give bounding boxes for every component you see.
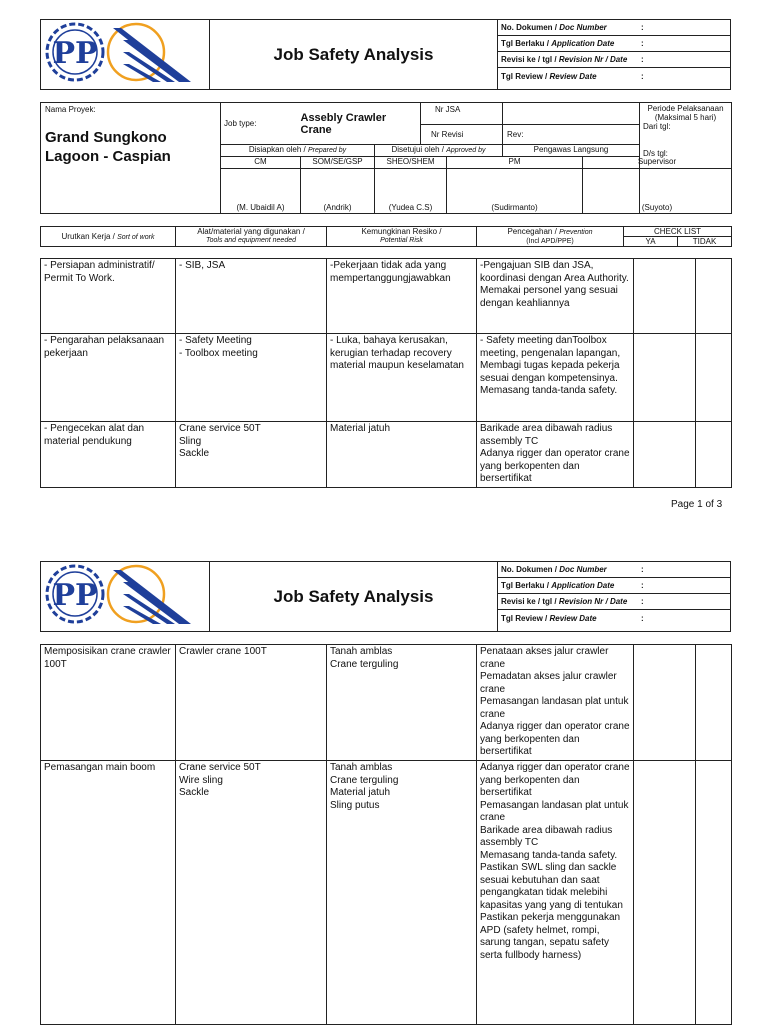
check-ya-cell[interactable] (634, 645, 696, 761)
column-tools: Alat/material yang digunakan / Tools and equipment needed (176, 227, 327, 247)
column-header (40, 226, 731, 246)
signature-som: SOM/SE/GSP (Andrik) (301, 157, 375, 214)
document-title: Job Safety Analysis (210, 20, 498, 90)
nr-revisi-label: Nr Revisi (421, 125, 503, 145)
meta-application-date: Tgl Berlaku / Application Date : (498, 578, 730, 594)
risk-cell: Tanah amblas Crane terguling Material jatuh Sling putus (327, 761, 477, 1025)
nr-jsa-value (503, 103, 640, 125)
check-tidak-cell[interactable] (696, 334, 732, 422)
rev-label: Rev: (503, 125, 640, 145)
meta-doc-number: No. Dokumen / Doc Number : (498, 20, 730, 36)
risk-cell: Tanah amblas Crane terguling (327, 645, 477, 761)
step-cell: - Persiapan administratif/ Permit To Work. (41, 259, 176, 334)
meta-review-date: Tgl Review / Review Date : (501, 71, 644, 81)
check-ya-cell[interactable] (634, 259, 696, 334)
nr-jsa-label: Nr JSA (421, 103, 503, 125)
document-meta (498, 562, 731, 632)
check-ya-cell[interactable] (634, 761, 696, 1025)
table-row (41, 761, 732, 1025)
signature-cm: CM (M. Ubaidil A) (221, 157, 301, 214)
step-cell: Memposisikan crane crawler 100T (41, 645, 176, 761)
jsa-table-page1 (40, 258, 731, 488)
page-number: Page 1 of 3 (671, 499, 723, 510)
risk-cell: Material jatuh (327, 422, 477, 488)
signature-pm: PM (Sudirmanto) (447, 157, 583, 214)
tools-cell: Crawler crane 100T (176, 645, 327, 761)
pp-logo-icon (41, 562, 209, 626)
column-tidak: TIDAK (678, 237, 732, 247)
column-checklist: CHECK LIST (624, 227, 732, 237)
job-type-label: Job type: (221, 103, 301, 145)
risk-cell: -Pekerjaan tidak ada yang mempertanggungjawabkan (327, 259, 477, 334)
company-logo (41, 20, 210, 90)
table-row (41, 259, 732, 334)
svg-text:PP: PP (52, 578, 98, 613)
meta-application-date: Tgl Berlaku / Application Date : (498, 36, 730, 52)
svg-text:PP: PP (52, 36, 98, 71)
tools-cell: - SIB, JSA (176, 259, 327, 334)
check-tidak-cell[interactable] (696, 422, 732, 488)
prevention-cell: Barikade area dibawah radius assembly TC Adanya rigger dan operator crane yang berkopenten dan bersertifikat (477, 422, 634, 488)
check-ya-cell[interactable] (634, 422, 696, 488)
column-risk: Kemungkinan Resiko / Potential Risk (327, 227, 477, 247)
prevention-cell: Penataan akses jalur crawler crane Pemadatan akses jalur crawler crane Pemasangan landasan plat untuk crane Adanya rigger dan operator crane yang berkopenten dan bersertifikat (477, 645, 634, 761)
table-row (41, 334, 732, 422)
step-cell: - Pengecekan alat dan material pendukung (41, 422, 176, 488)
meta-revision: Revisi ke / tgl / Revision Nr / Date : (498, 594, 730, 610)
prevention-cell: Adanya rigger dan operator crane yang berkopenten dan bersertifikat Pemasangan landasan plat untuk crane Barikade area dibawah radius assembly TC Memasang tanda-tanda safety. Pastikan SWL sling dan sackle sesuai kebutuhan dan saat pengangkatan tidak melebihi kapasitas yang yang di tentukan Pastikan pekerja menggunakan APD (safety helmet, rompi, sarung tangan, sepatu safety serta fullbody harness) (477, 761, 634, 1025)
company-logo (41, 562, 210, 632)
column-prevention: Pencegahan / Prevention (Incl APD/PPE) (477, 227, 624, 247)
signature-supervisor: Supervisor (Suyoto) (583, 157, 732, 214)
table-row (41, 422, 732, 488)
prepared-by-label: Disiapkan oleh / Prepared by (221, 145, 375, 157)
step-cell: - Pengarahan pelaksanaan pekerjaan (41, 334, 176, 422)
job-type-value: Assebly Crawler Crane (301, 103, 421, 145)
check-tidak-cell[interactable] (696, 259, 732, 334)
tools-cell: Crane service 50T Sling Sackle (176, 422, 327, 488)
table-row (41, 645, 732, 761)
prevention-cell: -Pengajuan SIB dan JSA, koordinasi dengan Area Authority. Memakai personel yang sesuai dengan keahliannya (477, 259, 634, 334)
meta-revision: Revisi ke / tgl / Revision Nr / Date : (498, 52, 730, 68)
document-meta (498, 20, 731, 90)
tools-cell: - Safety Meeting - Toolbox meeting (176, 334, 327, 422)
document-header-page1 (40, 19, 731, 85)
column-step: Urutkan Kerja / Sort of work (41, 227, 176, 247)
period-cell: Periode Pelaksanaan (Maksimal 5 hari) Dari tgl: D/s tgl: (640, 103, 732, 214)
supervisor-label: Pengawas Langsung (503, 145, 640, 157)
meta-doc-number: No. Dokumen / Doc Number : (498, 562, 730, 578)
project-name: Grand Sungkono Lagoon - Caspian (45, 129, 171, 165)
project-name-cell: Nama Proyek: Grand Sungkono Lagoon - Caspian (41, 103, 221, 214)
prevention-cell: - Safety meeting danToolbox meeting, pengenalan lapangan, Membagi tugas kepada pekerja sesuai dengan kompetensinya. Memasang tanda-tanda safety. (477, 334, 634, 422)
approved-by-label: Disetujui oleh / Approved by (375, 145, 503, 157)
risk-cell: - Luka, bahaya kerusakan, kerugian terhadap recovery material maupun keselamatan (327, 334, 477, 422)
step-cell: Pemasangan main boom (41, 761, 176, 1025)
check-ya-cell[interactable] (634, 334, 696, 422)
check-tidak-cell[interactable] (696, 761, 732, 1025)
check-tidak-cell[interactable] (696, 645, 732, 761)
document-title: Job Safety Analysis (210, 562, 498, 632)
project-info (40, 102, 731, 214)
meta-review-date: Tgl Review / Review Date : (501, 613, 644, 623)
tools-cell: Crane service 50T Wire sling Sackle (176, 761, 327, 1025)
pp-logo-icon (41, 20, 209, 84)
jsa-table-page2 (40, 644, 731, 1025)
column-ya: YA (624, 237, 678, 247)
signature-sheo: SHEO/SHEM (Yudea C.S) (375, 157, 447, 214)
document-header-page2 (40, 561, 731, 627)
